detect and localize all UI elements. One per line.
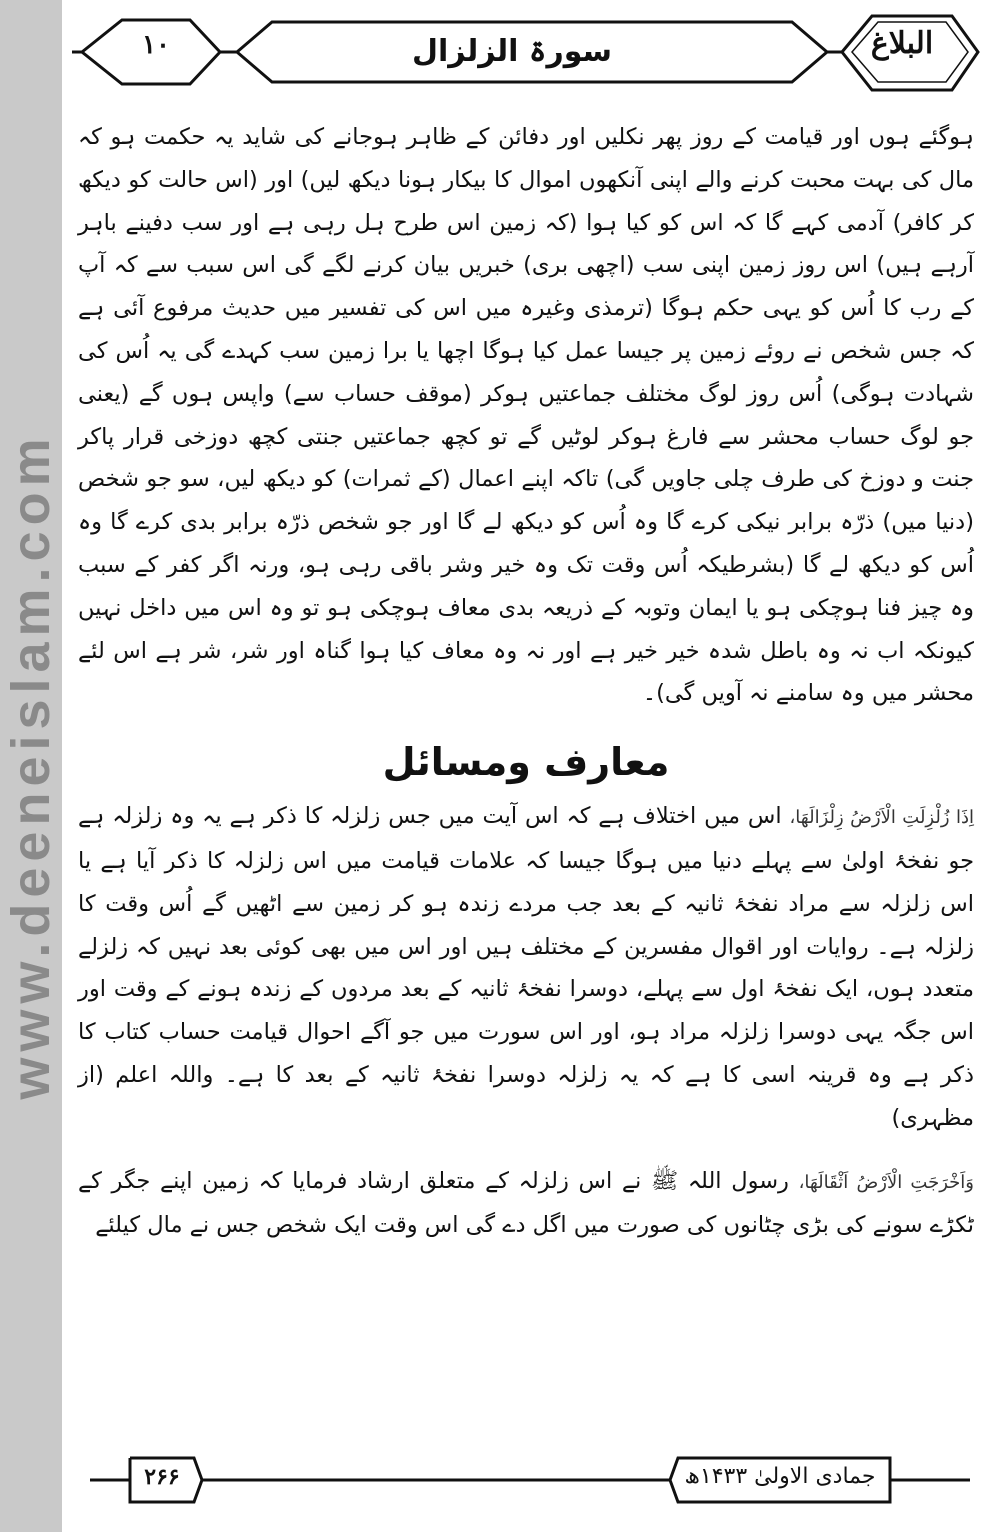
tafsir-paragraph: ہوگئے ہوں اور قیامت کے روز پھر نکلیں اور دفائن کے ظاہر ہوجانے کی شاید یہ حکمت ہو کہ مال کی بہت محبت کرنے والے اپنی آنکھوں اموال کا بیکار ہونا دیکھ لیں) اور (اس حالت کو دیکھ کر کافر) آدمی کہے گا کہ اس کو کیا ہوا (کہ زمین اس طرح ہل رہی ہے اور سب دفینے باہر آرہے ہیں) اس روز زمین اپنی سب (اچھی بری) خبریں بیان کرنے لگے گی اس سبب سے کہ آپ کے رب کا اُس کو یہی حکم ہوگا (ترمذی وغیرہ میں اس کی تفسیر میں حدیث مرفوع آئی ہے کہ جس شخص نے روئے زمین پر جیسا عمل کیا ہوگا اچھا یا برا زمین سب کہدے گی یہ اُس کی شہادت ہوگی) اُس روز لوگ مختلف جماعتیں ہوکر (موقف حساب سے) واپس ہوں گے (یعنی جو لوگ حساب محشر سے فارغ ہوکر لوٹیں گے تو کچھ جماعتیں جنتی کچھ دوزخی قرار پاکر جنت و دوزخ کی طرف چلی جاویں گی) تاکہ اپنے اعمال (کے ثمرات) کو دیکھ لیں، سو جو شخص (دنیا میں) ذرّہ برابر نیکی کرے گا وہ اُس کو دیکھ لے گا اور جو شخص ذرّہ برابر بدی کرے گا وہ اُس کو دیکھ لے گا (بشرطیکہ اُس وقت تک وہ خیر وشر باقی رہی ہو، ورنہ اگر کفر کے سبب وہ چیز فنا ہوچکی ہو یا ایمان وتوبہ کے ذریعہ بدی معاف ہوچکی ہو تو وہ اس میں داخل نہیں کیونکہ اب نہ وہ باطل شدہ خیر خیر ہے اور نہ وہ معاف کیا ہوا گناہ اور شر، شر ہے اس لئے محشر میں وہ سامنے نہ آویں گی)۔	[78, 124, 974, 707]
ayah-quote: وَاَخْرَجَتِ الْاَرْضُ اَثْقَالَهَا،	[798, 1171, 974, 1193]
maarif-paragraph-1	[78, 795, 974, 1139]
albalagh-logo: البلاغ	[870, 26, 934, 61]
watermark-strip	[0, 0, 62, 1532]
header-page-number: ۱۰	[142, 30, 170, 60]
ayah-quote: اِذَا زُلْزِلَتِ الْاَرْضُ زِلْزَالَهَا،	[789, 807, 974, 829]
footer-page-number: ۲۶۶	[144, 1464, 180, 1490]
maarif-paragraph-2	[78, 1160, 974, 1248]
surah-title: سورۃ الزلزال	[411, 34, 613, 69]
page-body	[78, 116, 974, 1247]
section-heading: معارف ومسائل	[382, 740, 670, 785]
page-header	[72, 8, 982, 104]
watermark-text: www.deeneislam.com	[1, 432, 61, 1100]
page-footer	[90, 1452, 970, 1512]
paragraph-text: رسول اللہ ﷺ نے اس زلزلہ کے متعلق ارشاد فرمایا کہ زمین اپنے جگر کے ٹکڑے سونے کی بڑی چٹانوں کی صورت میں اگل دے گی اس وقت ایک شخص جس نے مال کیلئے	[78, 1167, 974, 1239]
paragraph-text: اس میں اختلاف ہے کہ اس آیت میں جس زلزلہ کا ذکر ہے یہ وہ زلزلہ ہے جو نفخۂ اولیٰ سے پہلے دنیا میں ہوگا جیسا کہ علامات قیامت میں اس زلزلہ کا ذکر آیا ہے یا اس زلزلہ سے مراد نفخۂ ثانیہ کے بعد جب مردے زندہ ہو کر زمین سے اٹھیں گے اُس وقت کا زلزلہ ہے۔ روایات اور اقوال مفسرین کے مختلف ہیں اور اس میں بھی کوئی بعد نہیں کہ زلزلے متعدد ہوں، ایک نفخۂ اول سے پہلے، دوسرا نفخۂ ثانیہ کے بعد مردوں کے زندہ ہونے کے وقت اور اس جگہ یہی دوسرا زلزلہ مراد ہو، اور اس سورت میں جو آگے احوال قیامت حساب کتاب کا ذکر ہے وہ قرینہ اسی کا ہے کہ یہ زلزلہ دوسرا نفخۂ ثانیہ کے بعد کا ہے۔ واللہ اعلم (از مظہری)	[78, 803, 974, 1131]
issue-date: جمادی الاولیٰ ۱۴۳۳ھ	[684, 1464, 876, 1489]
